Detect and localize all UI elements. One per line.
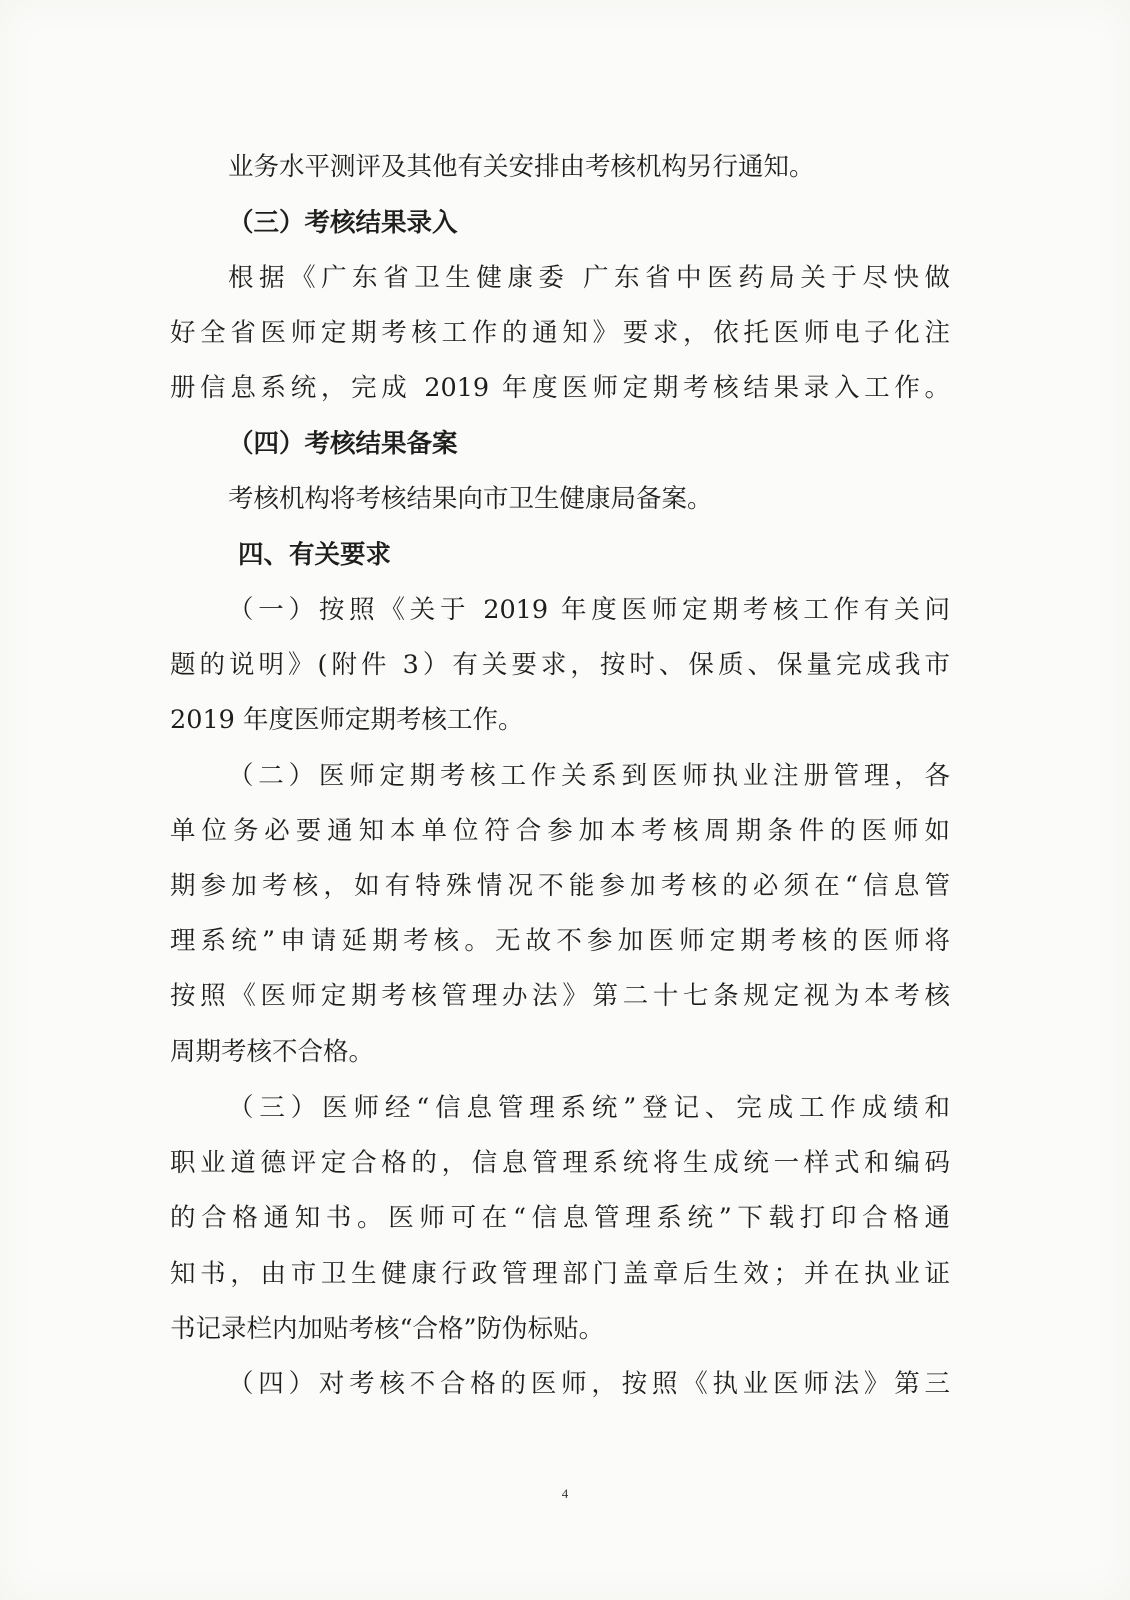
paragraph-line: 职业道德评定合格的，信息管理系统将生成统一样式和编码 xyxy=(170,1148,950,1178)
paragraph-line: 册信息系统，完成 2019 年度医师定期考核结果录入工作。 xyxy=(170,373,950,403)
paragraph-line: 期参加考核，如有特殊情况不能参加考核的必须在“信息管 xyxy=(170,871,950,901)
section-subheading: （三）考核结果录入 xyxy=(228,208,458,238)
paragraph-line: （三）医师经“信息管理系统”登记、完成工作成绩和 xyxy=(228,1093,950,1123)
paragraph-line: 单位务必要通知本单位符合参加本考核周期条件的医师如 xyxy=(170,816,950,846)
paragraph-line: 根据《广东省卫生健康委 广东省中医药局关于尽快做 xyxy=(228,263,950,293)
paragraph-line: 2019 年度医师定期考核工作。 xyxy=(170,705,524,735)
section-heading: 四、有关要求 xyxy=(238,540,392,570)
paragraph-line: 好全省医师定期考核工作的通知》要求，依托医师电子化注 xyxy=(170,318,950,348)
section-subheading: （四）考核结果备案 xyxy=(228,429,458,459)
paragraph-line: 理系统”申请延期考核。无故不参加医师定期考核的医师将 xyxy=(170,926,950,956)
paragraph-line: 的合格通知书。医师可在“信息管理系统”下载打印合格通 xyxy=(170,1203,950,1233)
paragraph-line: 考核机构将考核结果向市卫生健康局备案。 xyxy=(228,484,713,514)
paragraph-line: 知书，由市卫生健康行政管理部门盖章后生效；并在执业证 xyxy=(170,1259,950,1289)
paragraph-line: 书记录栏内加贴考核“合格”防伪标贴。 xyxy=(170,1314,605,1344)
paragraph-line: 业务水平测评及其他有关安排由考核机构另行通知。 xyxy=(228,152,815,182)
paragraph-line: 周期考核不合格。 xyxy=(170,1037,375,1067)
page-number: 4 xyxy=(561,1486,569,1501)
paragraph-line: 题的说明》(附件 3）有关要求，按时、保质、保量完成我市 xyxy=(170,650,950,680)
paragraph-line: （一）按照《关于 2019 年度医师定期考核工作有关问 xyxy=(228,595,950,625)
paragraph-line: （二）医师定期考核工作关系到医师执业注册管理，各 xyxy=(228,761,950,791)
paragraph-line: 按照《医师定期考核管理办法》第二十七条规定视为本考核 xyxy=(170,981,950,1011)
paragraph-line: （四）对考核不合格的医师，按照《执业医师法》第三 xyxy=(228,1369,950,1399)
